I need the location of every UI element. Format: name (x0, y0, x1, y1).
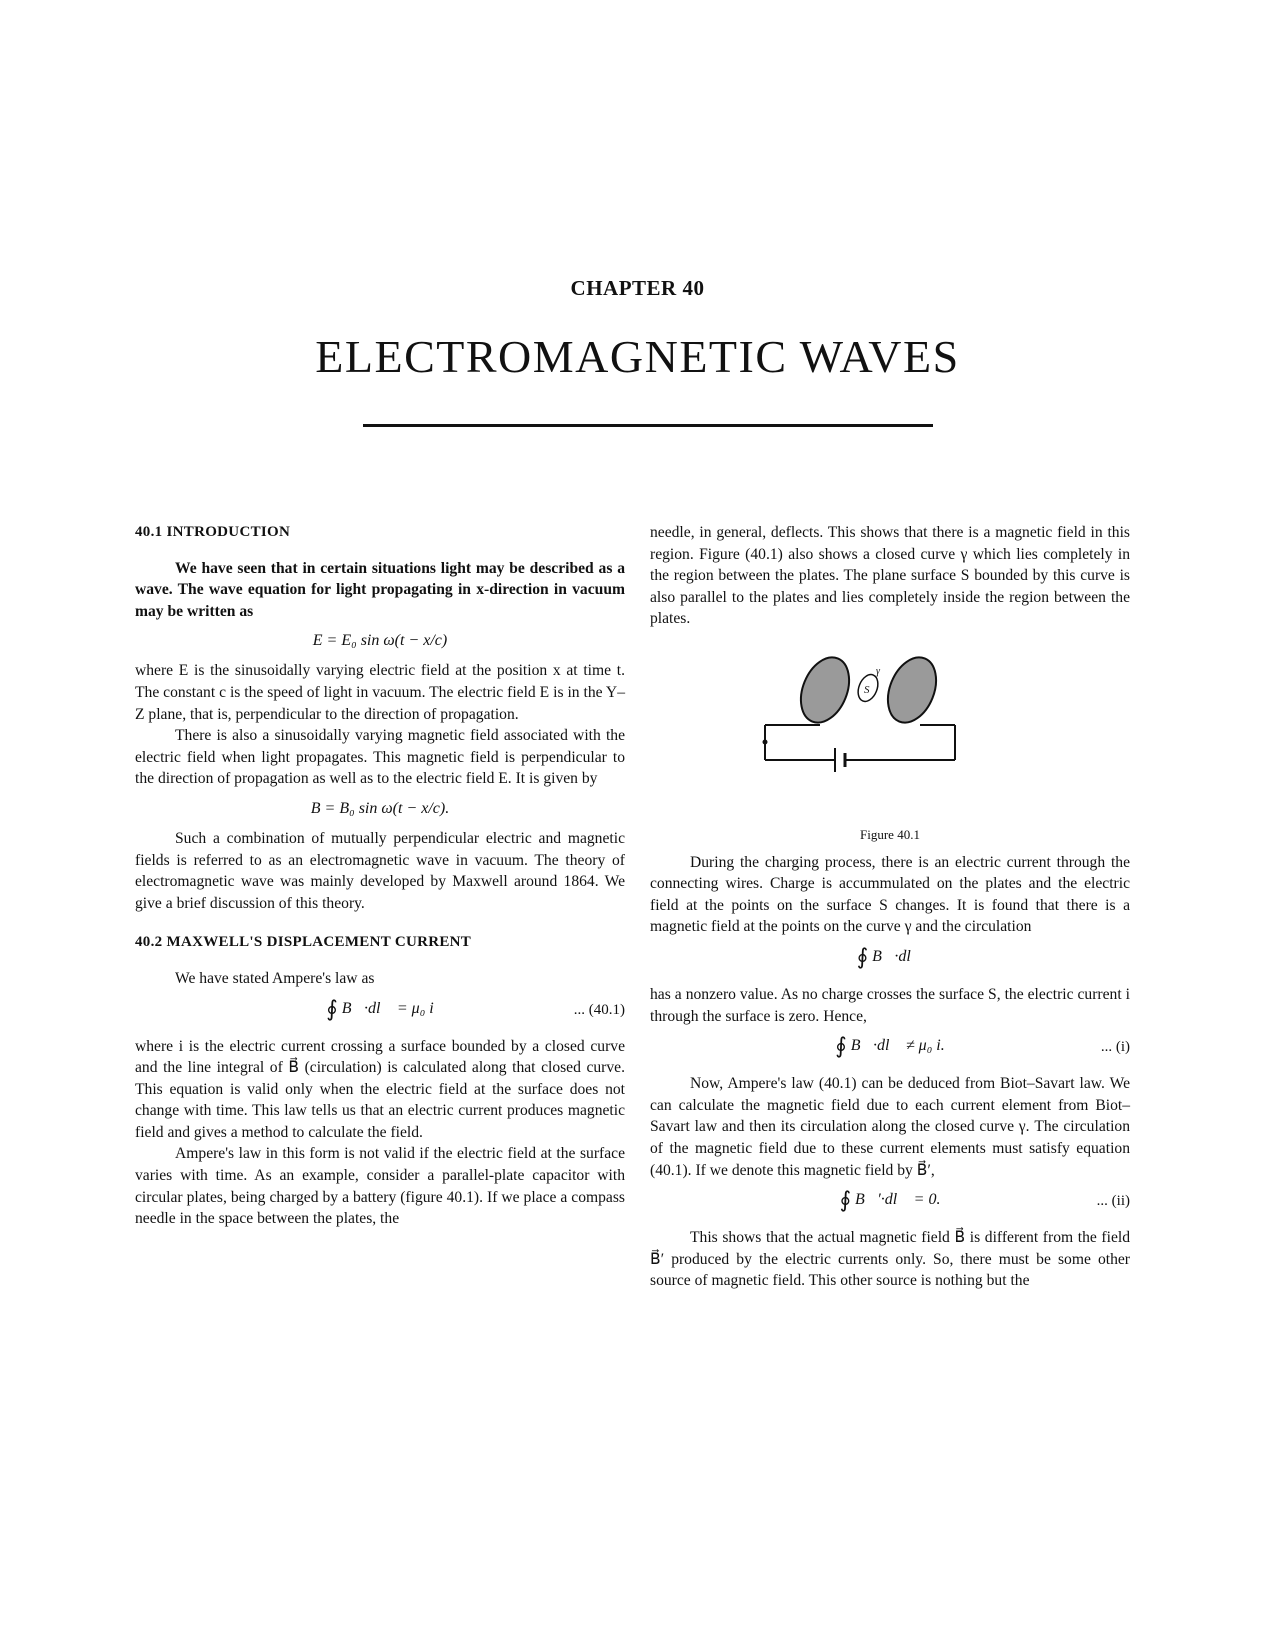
equation-magnetic-wave (135, 794, 625, 824)
chapter-title: ELECTROMAGNETIC WAVES (315, 331, 960, 382)
paragraph: Such a combination of mutually perpendicular electric and magnetic fields is referred to as an electromagnetic wave in vacuum. The theory of electromagnetic wave was mainly developed by Maxwell around 1864. We give a brief discussion of this theory. (135, 829, 625, 912)
equation-electric-wave (135, 626, 625, 656)
contour-integral-icon: ∮ (856, 943, 869, 969)
section-heading-introduction: 40.1 INTRODUCTION (135, 524, 291, 540)
paragraph: We have stated Ampere's law as (175, 969, 375, 987)
paragraph: Now, Ampere's law (40.1) can be deduced from Biot–Savart law. We can calculate the magnetic field due to each current element from Biot–Savart law and then its circulation along the closed curve γ. The circulation of the magnetic field due to these current elements must satisfy equation (40.1). If we denote this magnetic field by B⃗′, (650, 1075, 1130, 1179)
equation-number: ... (40.1) (573, 1001, 625, 1018)
right-column (650, 522, 1130, 1292)
capacitor-circuit-diagram (650, 640, 1130, 820)
equation-amperes-law (135, 994, 625, 1032)
paragraph: There is also a sinusoidally varying magnetic field associated with the electric field when light propagates. This magnetic field is perpendicular to the direction of propagation as well as to the electric field E. It is given by (135, 727, 625, 788)
capacitor-plate-right (879, 650, 945, 730)
contour-integral-icon: ∮ (839, 1187, 852, 1213)
paragraph: This shows that the actual magnetic field B⃗ is different from the field B⃗′ produced by the electric currents only. So, there must be some other source of magnetic field. This other source is nothing but the (650, 1229, 1130, 1290)
equation-ii (650, 1185, 1130, 1223)
paragraph: needle, in general, deflects. This shows that there is a magnetic field in this region. Figure (40.1) also shows a closed curve γ which lies completely in the region between the plates. The plane surface S bounded by this curve is also parallel to the plates and lies completely inside the region between the plates. (650, 524, 1130, 628)
capacitor-plate-left (792, 650, 858, 730)
figure-caption: Figure 40.1 (860, 826, 920, 842)
left-column (135, 522, 625, 1230)
paragraph: where E is the sinusoidally varying electric field at the position x at time t. The constant c is the speed of light in vacuum. The electric field E is in the Y–Z plane, that is, perpendicular to the direction of propagation. (135, 662, 625, 723)
paragraph: where i is the electric current crossing a surface bounded by a closed curve and the line integral of B⃗ (circulation) is calculated along that closed curve. This equation is valid only when the electric field at the surface does not change with time. This law tells us that an electric current produces magnetic field and gives a method to calculate the field. (135, 1037, 625, 1141)
figure-capacitor-circuit (650, 640, 1130, 820)
paragraph: We have seen that in certain situations light may be described as a wave. The wave equation for light propagating in x-direction in vacuum may be written as (135, 559, 625, 620)
equation-number: ... (ii) (1096, 1193, 1130, 1210)
equation-text: B⃗·dl⃗ ≠ μ₀ i. (850, 1037, 945, 1055)
equation-circulation (650, 942, 1130, 980)
equation-text: E = E₀ sin ω(t − x/c) (312, 632, 448, 650)
equation-text: B = B₀ sin ω(t − x/c). (310, 799, 450, 817)
paragraph: Ampere's law in this form is not valid if the electric field at the surface varies with time. As an example, consider a parallel-plate capacitor with circular plates, being charged by a battery (figure 40.1). If we place a compass needle in the space between the plates, the (135, 1145, 625, 1228)
equation-text: B⃗·dl⃗ (872, 947, 924, 965)
chapter-label: CHAPTER 40 (570, 276, 705, 300)
equation-text: B⃗′·dl⃗ = 0. (855, 1191, 941, 1209)
section-heading-displacement-current: 40.2 MAXWELL'S DISPLACEMENT CURRENT (135, 934, 472, 951)
curve-label: γ (876, 665, 880, 677)
paragraph: has a nonzero value. As no charge crosses the surface S, the electric current i through the surface is zero. Hence, (650, 985, 1130, 1025)
surface-label: S (864, 683, 870, 696)
junction-dot (763, 739, 768, 744)
equation-text: B⃗·dl⃗ = μ₀ i (341, 999, 434, 1017)
title-divider (363, 424, 933, 427)
contour-integral-icon: ∮ (326, 995, 338, 1021)
equation-number: ... (i) (1100, 1039, 1130, 1056)
paragraph: During the charging process, there is an electric current through the connecting wires. Charge is accummulated on the plates and the electric field at the points on the surface S changes. It is found that there is a magnetic field at the points on the curve γ and the circulation (650, 853, 1130, 936)
contour-integral-icon: ∮ (835, 1033, 847, 1059)
equation-i (650, 1031, 1130, 1069)
